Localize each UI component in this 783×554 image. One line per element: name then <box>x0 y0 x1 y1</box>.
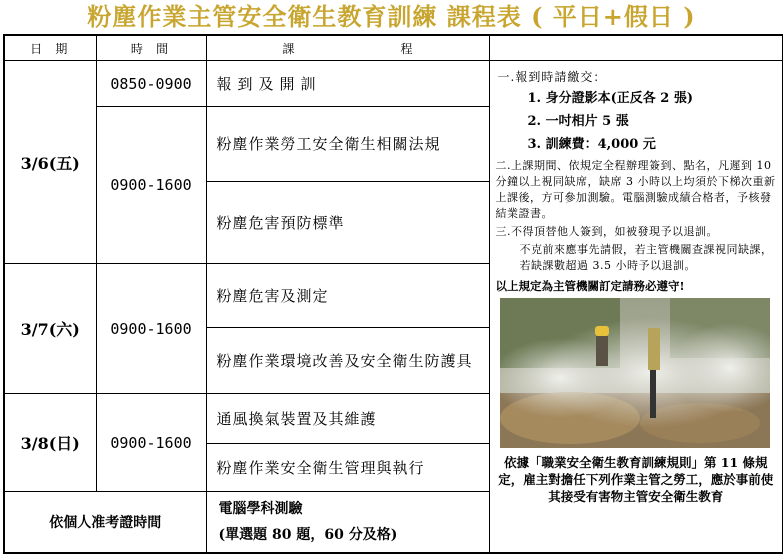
date-cell: 3/8(日) <box>4 394 96 492</box>
exam-detail: (單選題 80 題，60 分及格) <box>218 527 398 543</box>
course-cell: 粉塵作業安全衛生管理與執行 <box>206 444 489 492</box>
header-course: 課 程 <box>206 35 489 61</box>
time-cell: 0900-1600 <box>96 264 206 394</box>
notes-item: 3. 訓練費：4,000 元 <box>527 137 656 152</box>
notes-warning: 以上規定為主管機關訂定請務必遵守! <box>495 279 685 293</box>
page-title: 粉塵作業主管安全衛生教育訓練 課程表 ( 平日+假日 ) <box>87 2 696 31</box>
header-notes <box>489 35 783 61</box>
course-cell: 粉塵作業勞工安全衛生相關法規 <box>206 107 489 182</box>
header-date: 日 期 <box>4 35 96 61</box>
date-cell: 3/6(五) <box>4 61 96 264</box>
notes-paragraph: 二.上課期間、依規定全程辦理簽到、點名，凡遲到 10 分鐘以上視同缺席，缺席 3 小時以上均須於下梯次重新上課後，方可參加測驗。電腦測驗成績合格者，予核發結業證書。 <box>495 159 776 220</box>
notes-item: 1. 身分證影本(正反各 2 張) <box>527 91 693 106</box>
time-cell: 0850-0900 <box>96 61 206 107</box>
notes-paragraph: 不克前來應事先請假，若主管機關查課視同缺課，若缺課數超過 3.5 小時予以退訓。 <box>519 243 773 272</box>
course-cell: 粉塵危害及測定 <box>206 264 489 328</box>
notes-footer: 依據「職業安全衛生教育訓練規則」第 11 條規定，雇主對擔任下列作業主管之勞工，應於事前使其接受有害物主管安全衛生教育 <box>498 455 774 504</box>
course-cell: 粉塵危害預防標準 <box>206 182 489 264</box>
time-cell: 0900-1600 <box>96 394 206 492</box>
schedule-table <box>3 34 783 554</box>
header-time: 時 間 <box>96 35 206 61</box>
course-cell: 通風換氣裝置及其維護 <box>206 394 489 444</box>
date-cell: 3/7(六) <box>4 264 96 394</box>
course-cell: 報到及開訓 <box>206 61 489 107</box>
course-cell: 粉塵作業環境改善及安全衛生防護具 <box>206 328 489 394</box>
notes-paragraph: 三.不得頂替他人簽到，如被發現予以退訓。 <box>495 225 718 238</box>
exam-cell <box>206 492 489 554</box>
table-row <box>4 61 783 107</box>
exam-time-label: 依個人准考證時間 <box>4 492 206 554</box>
notes-item: 2. 一吋相片 5 張 <box>527 114 629 129</box>
notes-panel <box>489 61 783 554</box>
notes-heading: 一.報到時請繳交： <box>497 70 607 84</box>
time-cell: 0900-1600 <box>96 107 206 264</box>
table-header-row <box>4 35 783 61</box>
dust-work-photo <box>500 298 770 448</box>
exam-title: 電腦學科測驗 <box>218 501 303 517</box>
